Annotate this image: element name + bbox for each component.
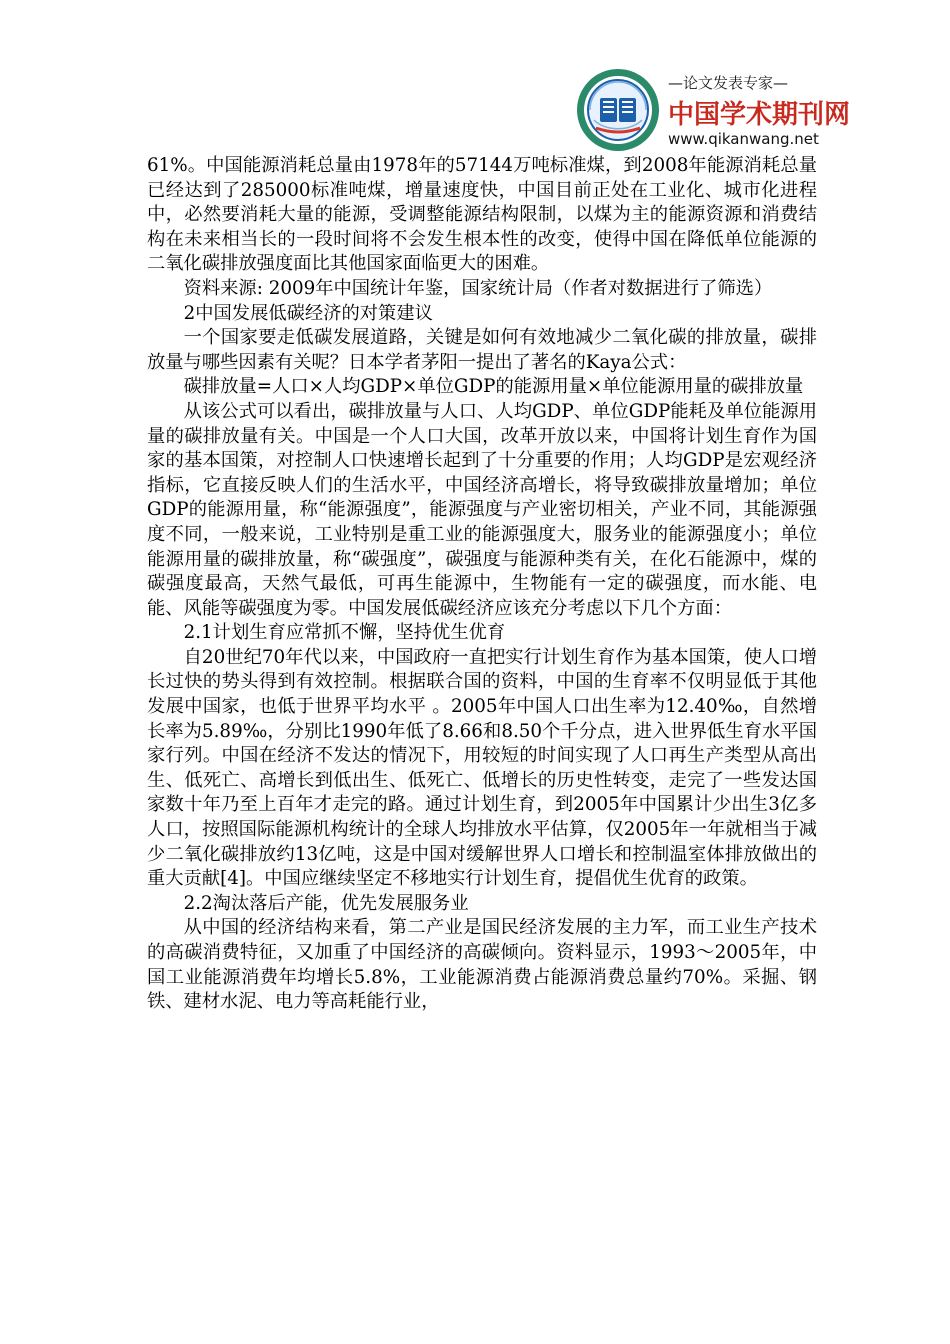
- article-body: [147, 154, 817, 1015]
- paragraph: 从中国的经济结构来看，第二产业是国民经济发展的主力军，而工业生产技术的高碳消费特征，又加重了中国经济的高碳倾向。资料显示，1993～2005年，中国工业能源消费年均增长5.8%，工业能源消费占能源消费总量约70%。采掘、钢铁、建材水泥、电力等高耗能行业，: [147, 917, 817, 1013]
- globe-seal-icon: [576, 68, 660, 152]
- paragraph: 自20世纪70年代以来，中国政府一直把实行计划生育作为基本国策，使人口增长过快的势头得到有效控制。根据联合国的资料，中国的生育率不仅明显低于其他发展中国家，也低于世界平均水平 。2005年中国人口出生率为12.40‰，自然增长率为5.89‰，分别比1990年低了8.66和8.50个千分点，进入世界低生育水平国家行列。中国在经济不发达的情况下，用较短的时间实现了人口再生产类型从高出生、低死亡、高增长到低出生、低死亡、低增长的历史性转变，走完了一些发达国家数十年乃至上百年才走完的路。通过计划生育，到2005年中国累计少出生3亿多人口，按照国际能源机构统计的全球人均排放水平估算，仅2005年一年就相当于减少二氧化碳排放约13亿吨，这是中国对缓解世界人口增长和控制温室体排放做出的重大贡献[4]。中国应继续坚定不移地实行计划生育，提倡优生优育的政策。: [147, 646, 817, 890]
- paragraph: 从该公式可以看出，碳排放量与人口、人均GDP、单位GDP能耗及单位能源用量的碳排放量有关。中国是一个人口大国，改革开放以来，中国将计划生育作为国家的基本国策，对控制人口快速增长起到了十分重要的作用；人均GDP是宏观经济指标，它直接反映人们的生活水平，中国经济高增长，将导致碳排放量增加；单位GDP的能源用量，称“能源强度”，能源强度与产业密切相关，产业不同，其能源强度不同，一般来说，工业特别是重工业的能源强度大，服务业的能源强度小；单位能源用量的碳排放量，称“碳强度”，碳强度与能源种类有关，在化石能源中，煤的碳强度最高，天然气最低，可再生能源中，生物能有一定的碳强度，而水能、电能、风能等碳强度为零。中国发展低碳经济应该充分考虑以下几个方面：: [147, 400, 817, 619]
- section-heading: 2中国发展低碳经济的对策建议: [183, 302, 433, 324]
- logo-slogan: —论文发表专家—: [668, 74, 789, 92]
- data-source-note: 资料来源: 2009年中国统计年鉴，国家统计局（作者对数据进行了筛选）: [183, 277, 773, 299]
- logo-name: 中国学术期刊网: [668, 100, 851, 130]
- logo-url: www.qikanwang.net: [668, 130, 819, 148]
- kaya-formula: 碳排放量=人口×人均GDP×单位GDP的能源用量×单位能源用量的碳排放量: [183, 376, 804, 398]
- subsection-heading: 2.2淘汰落后产能，优先发展服务业: [183, 892, 469, 914]
- publisher-logo: [576, 68, 851, 156]
- paragraph: 一个国家要走低碳发展道路，关键是如何有效地减少二氧化碳的排放量，碳排放量与哪些因素有关呢？日本学者茅阳一提出了著名的Kaya公式：: [147, 327, 817, 373]
- subsection-heading: 2.1计划生育应常抓不懈，坚持优生优育: [183, 622, 506, 644]
- paragraph: 61%。中国能源消耗总量由1978年的57144万吨标准煤，到2008年能源消耗总量已经达到了285000标准吨煤，增量速度快，中国目前正处在工业化、城市化进程中，必然要消耗大量的能源，受调整能源结构限制，以煤为主的能源资源和消费结构在未来相当长的一段时间将不会发生根本性的改变，使得中国在降低单位能源的二氧化碳排放强度面比其他国家面临更大的困难。: [147, 155, 817, 275]
